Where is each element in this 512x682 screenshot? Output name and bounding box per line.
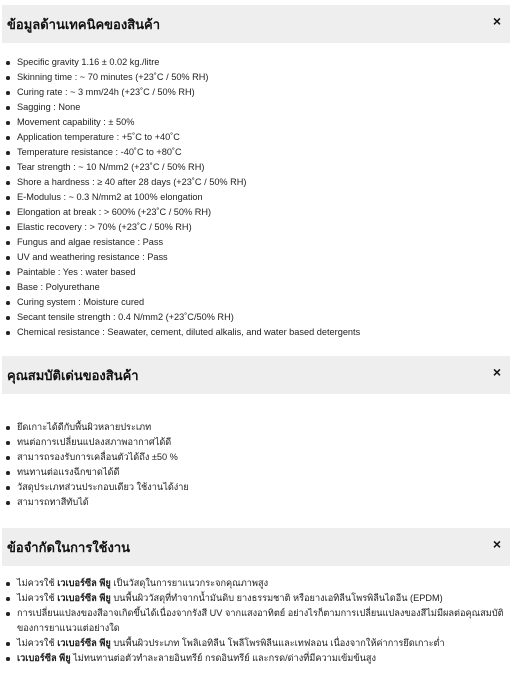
list-item: Secant tensile strength : 0.4 N/mm2 (+23˚C/50% RH) bbox=[17, 310, 512, 325]
list-item: ยึดเกาะได้ดีกับพื้นผิวหลายประเภท bbox=[17, 420, 512, 435]
list-item: Sagging : None bbox=[17, 100, 512, 115]
section-title: ข้อจำกัดในการใช้งาน bbox=[7, 540, 131, 555]
item-text-post: บนพื้นผิวประเภท โพลิเอทิลีน โพลีโพรพิลีนและเทฟลอน เนื่องจากให้ค่าการยึดเกาะต่ำ bbox=[110, 638, 445, 648]
close-icon[interactable]: × bbox=[492, 364, 501, 380]
item-text-post: เป็นวัสดุในการยาแนวกระจกคุณภาพสูง bbox=[110, 578, 269, 588]
list-item bbox=[17, 636, 512, 651]
list-item: Chemical resistance : Seawater, cement, diluted alkalis, and water based detergents bbox=[17, 325, 512, 340]
list-item: Tear strength : ~ 10 N/mm2 (+23˚C / 50% RH) bbox=[17, 160, 512, 175]
section-title: ข้อมูลด้านเทคนิคของสินค้า bbox=[7, 17, 161, 32]
product-features-header[interactable] bbox=[2, 356, 510, 394]
list-item: Base : Polyurethane bbox=[17, 280, 512, 295]
product-features-list bbox=[0, 420, 512, 510]
close-icon[interactable]: × bbox=[492, 536, 501, 552]
usage-limitations-header[interactable] bbox=[2, 528, 510, 566]
list-item: วัสดุประเภทส่วนประกอบเดียว ใช้งานได้ง่าย bbox=[17, 480, 512, 495]
item-text-post: ไม่ทนทานต่อตัวทำละลายอินทรีย์ กรดอินทรีย์ และกรด/ด่างที่มีความเข้มข้นสูง bbox=[70, 653, 377, 663]
list-item: ทนต่อการเปลี่ยนแปลงสภาพอากาศได้ดี bbox=[17, 435, 512, 450]
list-item: ทนทานต่อแรงฉีกขาดได้ดี bbox=[17, 465, 512, 480]
brand-name: เวเบอร์ซีล พียู bbox=[57, 593, 111, 603]
list-item: Shore a hardness : ≥ 40 after 28 days (+23˚C / 50% RH) bbox=[17, 175, 512, 190]
list-item: Specific gravity 1.16 ± 0.02 kg./litre bbox=[17, 55, 512, 70]
list-item bbox=[17, 576, 512, 591]
list-item: UV and weathering resistance : Pass bbox=[17, 250, 512, 265]
brand-name: เวเบอร์ซีล พียู bbox=[57, 578, 111, 588]
list-item: Fungus and algae resistance : Pass bbox=[17, 235, 512, 250]
list-item: Movement capability : ± 50% bbox=[17, 115, 512, 130]
section-title: คุณสมบัติเด่นของสินค้า bbox=[7, 368, 139, 383]
usage-limitations-list bbox=[0, 576, 512, 666]
item-text-pre: ไม่ควรใช้ bbox=[17, 638, 58, 648]
item-text-post: บนพื้นผิววัสดุที่ทำจากน้ำมันดิบ ยางธรรมชาติ หรือยางเอทิลีนโพรพิลีนไดอีน (EPDM) bbox=[110, 593, 443, 603]
list-item: Curing system : Moisture cured bbox=[17, 295, 512, 310]
item-text-pre: ไม่ควรใช้ bbox=[17, 593, 58, 603]
list-item: Elastic recovery : > 70% (+23˚C / 50% RH) bbox=[17, 220, 512, 235]
list-item: สามารถรองรับการเคลื่อนตัวได้ถึง ±50 % bbox=[17, 450, 512, 465]
list-item: Paintable : Yes : water based bbox=[17, 265, 512, 280]
close-icon[interactable]: × bbox=[492, 13, 501, 29]
list-item bbox=[17, 591, 512, 606]
list-item: Curing rate : ~ 3 mm/24h (+23˚C / 50% RH) bbox=[17, 85, 512, 100]
brand-name: เวเบอร์ซีล พียู bbox=[17, 653, 71, 663]
brand-name: เวเบอร์ซีล พียู bbox=[57, 638, 111, 648]
list-item bbox=[17, 606, 512, 636]
list-item: Temperature resistance : -40˚C to +80˚C bbox=[17, 145, 512, 160]
list-item: Elongation at break : > 600% (+23˚C / 50% RH) bbox=[17, 205, 512, 220]
technical-data-header[interactable] bbox=[2, 5, 510, 43]
list-item: Application temperature : +5˚C to +40˚C bbox=[17, 130, 512, 145]
list-item bbox=[17, 651, 512, 666]
list-item: สามารถทาสีทับได้ bbox=[17, 495, 512, 510]
technical-data-list bbox=[0, 55, 512, 340]
item-text-pre: การเปลี่ยนแปลงของสีอาจเกิดขึ้นได้เนื่องจากรังสี UV จากแสงอาทิตย์ อย่างไรก็ตามการเปลี่ยนแปลงของสีไม่มีผลต่อคุณสมบัติของการยาแนวแต่อย่างใด bbox=[17, 608, 504, 633]
item-text-pre: ไม่ควรใช้ bbox=[17, 578, 58, 588]
list-item: E-Modulus : ~ 0.3 N/mm2 at 100% elongation bbox=[17, 190, 512, 205]
list-item: Skinning time : ~ 70 minutes (+23˚C / 50% RH) bbox=[17, 70, 512, 85]
